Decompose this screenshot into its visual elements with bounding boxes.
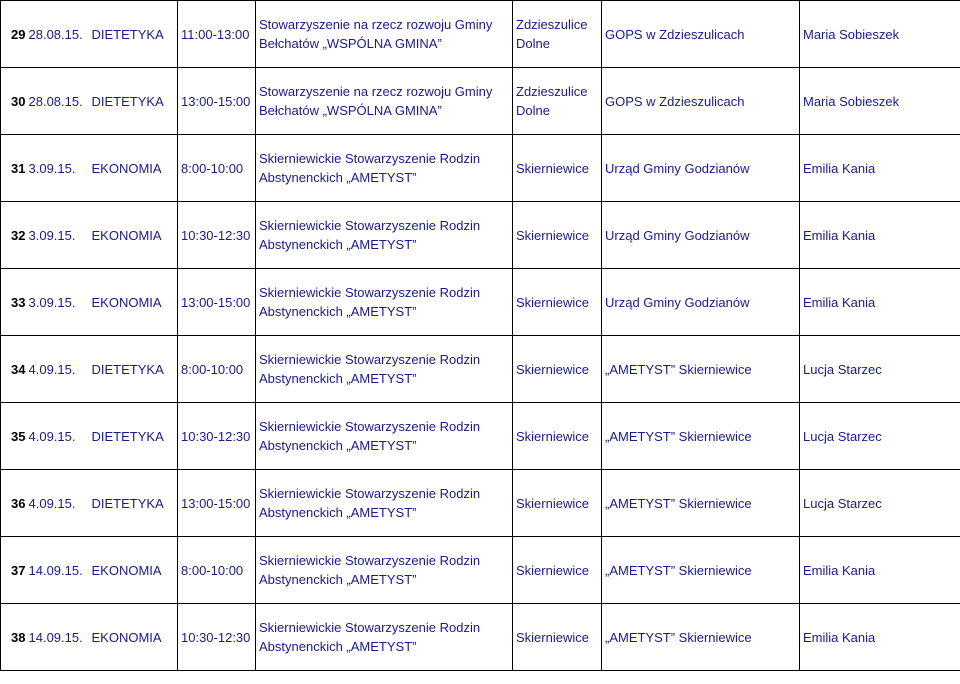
table-row	[1, 403, 960, 470]
table-row	[1, 269, 960, 336]
organization-line-2: Bełchatów „WSPÓLNA GMINA”	[259, 36, 442, 51]
topic-cell: EKONOMIA	[92, 202, 178, 269]
date-cell: 14.09.15.	[29, 537, 92, 604]
place-line-1: Skierniewice	[516, 495, 589, 511]
organization-line-1: Stowarzyszenie na rzecz rozwoju Gminy	[259, 84, 493, 99]
table-row	[1, 135, 960, 202]
date-cell: 4.09.15.	[29, 336, 92, 403]
place-line-2: Dolne	[516, 103, 550, 118]
organization-cell	[256, 202, 513, 269]
topic-cell: DIETETYKA	[92, 1, 178, 68]
organization-cell	[256, 403, 513, 470]
topic-cell: EKONOMIA	[92, 537, 178, 604]
time-cell: 11:00-13:00	[178, 1, 256, 68]
person-cell: Emilia Kania	[800, 537, 960, 604]
topic-cell: DIETETYKA	[92, 68, 178, 135]
time-cell: 10:30-12:30	[178, 202, 256, 269]
date-cell: 28.08.15.	[29, 68, 92, 135]
place-cell	[513, 604, 602, 671]
topic-cell: DIETETYKA	[92, 336, 178, 403]
organization-line-2: Abstynenckich „AMETYST”	[259, 438, 417, 453]
organization-line-1: Skierniewickie Stowarzyszenie Rodzin	[259, 553, 481, 568]
place-line-1: Zdzieszulice	[516, 84, 588, 99]
date-cell: 3.09.15.	[29, 269, 92, 336]
organization-line-2: Abstynenckich „AMETYST”	[259, 304, 417, 319]
time-cell: 13:00-15:00	[178, 68, 256, 135]
venue-cell: „AMETYST” Skierniewice	[602, 403, 800, 470]
person-cell: Emilia Kania	[800, 269, 960, 336]
table-row	[1, 1, 960, 68]
row-number: 30	[1, 68, 29, 135]
row-number: 29	[1, 1, 29, 68]
date-cell: 3.09.15.	[29, 202, 92, 269]
organization-cell	[256, 135, 513, 202]
time-cell: 8:00-10:00	[178, 336, 256, 403]
row-number: 36	[1, 470, 29, 537]
organization-cell	[256, 604, 513, 671]
place-cell	[513, 537, 602, 604]
row-number: 38	[1, 604, 29, 671]
time-cell: 8:00-10:00	[178, 135, 256, 202]
person-cell: Lucja Starzec	[800, 336, 960, 403]
person-cell: Lucja Starzec	[800, 470, 960, 537]
venue-cell: „AMETYST” Skierniewice	[602, 336, 800, 403]
organization-line-1: Skierniewickie Stowarzyszenie Rodzin	[259, 352, 481, 367]
organization-cell	[256, 537, 513, 604]
date-cell: 4.09.15.	[29, 403, 92, 470]
venue-cell: „AMETYST” Skierniewice	[602, 604, 800, 671]
place-line-1: Skierniewice	[516, 361, 589, 377]
table-row	[1, 68, 960, 135]
organization-line-1: Skierniewickie Stowarzyszenie Rodzin	[259, 218, 481, 233]
organization-line-2: Abstynenckich „AMETYST”	[259, 639, 417, 654]
place-line-1: Skierniewice	[516, 428, 589, 444]
venue-cell: Urząd Gminy Godzianów	[602, 202, 800, 269]
row-number: 33	[1, 269, 29, 336]
table-row	[1, 537, 960, 604]
table-row	[1, 604, 960, 671]
person-cell: Emilia Kania	[800, 604, 960, 671]
venue-cell: „AMETYST” Skierniewice	[602, 537, 800, 604]
place-cell	[513, 336, 602, 403]
time-cell: 10:30-12:30	[178, 604, 256, 671]
place-line-1: Skierniewice	[516, 562, 589, 578]
topic-cell: EKONOMIA	[92, 269, 178, 336]
organization-cell	[256, 1, 513, 68]
time-cell: 13:00-15:00	[178, 269, 256, 336]
organization-line-2: Abstynenckich „AMETYST”	[259, 371, 417, 386]
place-cell	[513, 202, 602, 269]
topic-cell: DIETETYKA	[92, 403, 178, 470]
row-number: 31	[1, 135, 29, 202]
table-row	[1, 202, 960, 269]
organization-line-2: Abstynenckich „AMETYST”	[259, 505, 417, 520]
venue-cell: Urząd Gminy Godzianów	[602, 135, 800, 202]
date-cell: 14.09.15.	[29, 604, 92, 671]
venue-cell: „AMETYST” Skierniewice	[602, 470, 800, 537]
date-cell: 4.09.15.	[29, 470, 92, 537]
row-number: 34	[1, 336, 29, 403]
place-line-2: Dolne	[516, 36, 550, 51]
date-cell: 3.09.15.	[29, 135, 92, 202]
place-cell	[513, 135, 602, 202]
date-cell: 28.08.15.	[29, 1, 92, 68]
time-cell: 8:00-10:00	[178, 537, 256, 604]
venue-cell: GOPS w Zdzieszulicach	[602, 1, 800, 68]
person-cell: Maria Sobieszek	[800, 1, 960, 68]
place-cell	[513, 403, 602, 470]
place-line-1: Zdzieszulice	[516, 17, 588, 32]
organization-line-2: Abstynenckich „AMETYST”	[259, 237, 417, 252]
row-number: 32	[1, 202, 29, 269]
place-cell	[513, 269, 602, 336]
table-row	[1, 336, 960, 403]
time-cell: 13:00-15:00	[178, 470, 256, 537]
organization-line-2: Abstynenckich „AMETYST”	[259, 170, 417, 185]
organization-cell	[256, 470, 513, 537]
person-cell: Emilia Kania	[800, 135, 960, 202]
place-line-1: Skierniewice	[516, 629, 589, 645]
place-line-1: Skierniewice	[516, 160, 589, 176]
organization-line-1: Skierniewickie Stowarzyszenie Rodzin	[259, 285, 481, 300]
person-cell: Emilia Kania	[800, 202, 960, 269]
place-cell	[513, 470, 602, 537]
place-cell	[513, 1, 602, 68]
place-line-1: Skierniewice	[516, 227, 589, 243]
topic-cell: EKONOMIA	[92, 135, 178, 202]
organization-cell	[256, 336, 513, 403]
person-cell: Lucja Starzec	[800, 403, 960, 470]
organization-line-1: Stowarzyszenie na rzecz rozwoju Gminy	[259, 17, 493, 32]
organization-line-2: Bełchatów „WSPÓLNA GMINA”	[259, 103, 442, 118]
organization-line-1: Skierniewickie Stowarzyszenie Rodzin	[259, 151, 481, 166]
organization-line-1: Skierniewickie Stowarzyszenie Rodzin	[259, 419, 481, 434]
row-number: 35	[1, 403, 29, 470]
organization-line-2: Abstynenckich „AMETYST”	[259, 572, 417, 587]
organization-line-1: Skierniewickie Stowarzyszenie Rodzin	[259, 620, 481, 635]
place-cell	[513, 68, 602, 135]
venue-cell: GOPS w Zdzieszulicach	[602, 68, 800, 135]
topic-cell: DIETETYKA	[92, 470, 178, 537]
organization-cell	[256, 269, 513, 336]
person-cell: Maria Sobieszek	[800, 68, 960, 135]
time-cell: 10:30-12:30	[178, 403, 256, 470]
organization-cell	[256, 68, 513, 135]
table-row	[1, 470, 960, 537]
organization-line-1: Skierniewickie Stowarzyszenie Rodzin	[259, 486, 481, 501]
topic-cell: EKONOMIA	[92, 604, 178, 671]
row-number: 37	[1, 537, 29, 604]
place-line-1: Skierniewice	[516, 294, 589, 310]
venue-cell: Urząd Gminy Godzianów	[602, 269, 800, 336]
